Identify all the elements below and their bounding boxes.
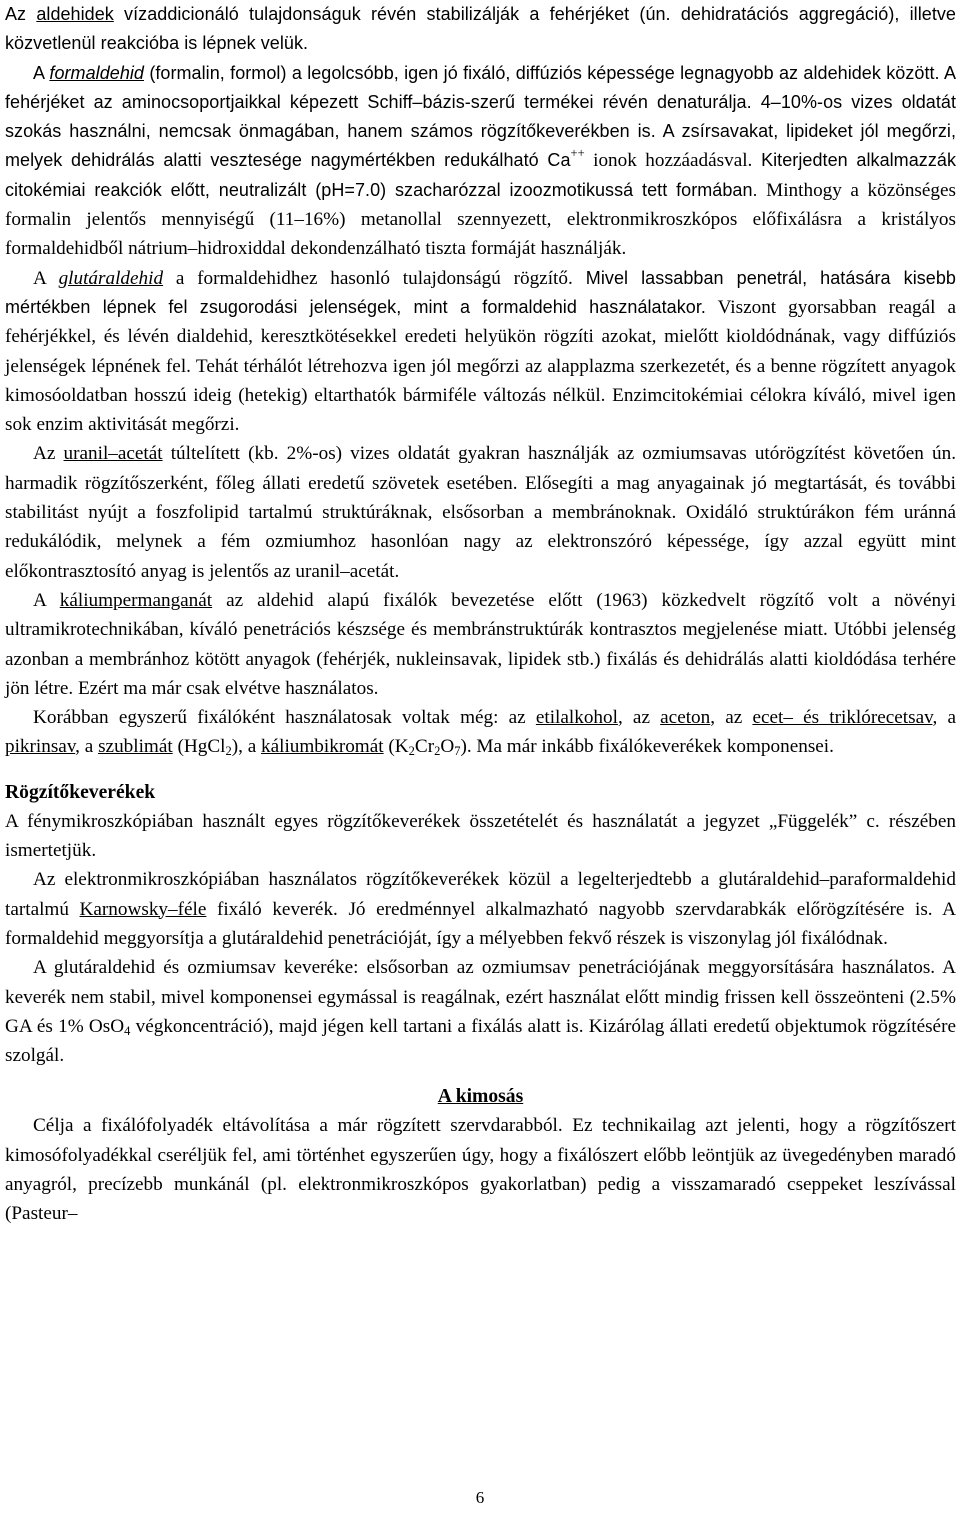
link-uranil-acetat[interactable]: uranil–acetát: [63, 443, 163, 465]
subscript: 2: [408, 744, 415, 759]
link-pikrinsav[interactable]: pikrinsav: [5, 736, 76, 758]
link-ecet-triklorecetsav[interactable]: ecet– és triklórecetsav: [752, 707, 933, 729]
paragraph-uranil-acetat: [5, 439, 956, 585]
text: ionok hozzáadásval.: [584, 150, 753, 172]
paragraph-kaliumpermanganat: [5, 586, 956, 703]
link-kaliumbikromat[interactable]: káliumbikromát: [261, 736, 384, 758]
text: Kiterjedten alkalmazzák citokémiai reakciók előtt, neutralizált (pH=7.0) szacharózzal izoozmotikussá tett formában.: [5, 150, 956, 200]
text: az aldehid alapú fixálók bevezetése előtt (1963) közkedvelt rögzítő volt a növényi ultramikrotechnikában, kíváló penetrációs készsége és membránstruktúrák kontrasztos megjelenése miatt. Utóbbi jelenség azonban a membránhoz kötött anyagok (fehérjék, nukleinsavak, lipidek stb.) fixálás és dehidrálás alatti kioldódása terhére jön létre. Ezért ma már csak elvétve használatos.: [5, 589, 956, 699]
text: (HgCl: [172, 736, 226, 758]
text: A: [33, 267, 59, 289]
text: A: [33, 62, 50, 83]
text: Az: [5, 4, 37, 24]
superscript: ++: [570, 146, 585, 161]
link-kaliumpermanganat[interactable]: káliumpermanganát: [59, 589, 213, 611]
text: A fehérjéket az aminocsoportjaikkal képezett Schiff–bázis-szerű termékei révén denaturálja. 4–10%-os vizes oldatát szokás használni, nemcsak önmagában, hanem számos rögzítőkeverékben is. A zsírsavakat, lipideket jól megőrzi, melyek dehidrálás alatti vesztesége nagymértékben redukálható Ca: [5, 62, 957, 171]
link-aldehidek[interactable]: aldehidek: [36, 4, 114, 24]
subscript: 7: [454, 744, 461, 759]
text: Mivel lassabban penetrál, hatására kisebb mértékben lépnek fel zsugorodási jelenségek, mint a formaldehid használatakor.: [5, 267, 956, 317]
text: Viszont gyorsabban reagál a fehérjékkel, és lévén dialdehid, keresztkötésekkel eredeti helyükön rögzíti azokat, mielőtt kioldódnának, vagy diffúziós jelenségek lépnének fel. Tehát térhálót létrehozva igen jól megőrzi az alapplazma szerkezetét, és a benne rögzített anyagok kimosóoldatban hosszú ideig (hetekig) eltarthatók bármiféle változás nélkül. Enzimcitokémiai célokra kíváló, mivel igen sok enzim aktivitását megőrzi.: [5, 296, 956, 436]
text: A: [33, 589, 60, 611]
page-number: 6: [475, 1488, 485, 1507]
link-szublimat[interactable]: szublimát: [98, 736, 173, 758]
link-aceton[interactable]: aceton: [660, 707, 711, 729]
text: Cr: [414, 736, 435, 758]
section-heading-rogzitokeverekek: Rögzítőkeverékek: [5, 781, 156, 803]
text: A glutáraldehid és ozmiumsav keveréke: elsősorban az ozmiumsav penetrációjának meggyorsítására használatos. A keverék nem stabil, mivel komponensei egymással is reagálnak, ezért használat előtt mindig frissen kell összeönteni (2.5% GA és 1% OsO: [5, 957, 956, 1037]
link-glutaraldehid[interactable]: glutáraldehid: [58, 267, 164, 289]
text: , az: [617, 707, 661, 729]
text: (K: [383, 736, 409, 758]
paragraph-aldehidek: [5, 0, 956, 59]
paragraph-fenymikroszkopia: A fénymikroszkópiában használt egyes rögzítőkeverékek összetételét és használatát a jegyzet „Függelék” c. részében ismertetjük.: [5, 810, 956, 862]
text: Korábban egyszerű fixálóként használatosak voltak még: az: [33, 707, 536, 729]
text: túltelített (kb. 2%-os) vizes oldatát gyakran használják az ozmiumsavas utórögzítést követően ún. harmadik rögzítőszerként, főleg állati eredetű szövetek esetében. Elősegíti a mag anyagainak jó megtartását, és további stabilitást nyújt a foszfolipid tartalmú struktúráknak, elsősorban a membránoknak. Oxidáló struktúrákon fém uránná redukálódik, melynek a fém ozmiumhoz hasonlóan nagy az elektronszóró képessége, így azzal együtt mint előkontrasztosító anyag is jelentős az uranil–acetát.: [5, 443, 957, 582]
paragraph-glutaraldehid: [5, 264, 956, 440]
text: ). Ma már inkább fixálókeverékek komponensei.: [460, 736, 834, 758]
text: fixáló keverék. Jó eredménnyel alkalmazható nagyobb szervdarabkák előrögzítésére is. A formaldehid meggyorsítja a glutáraldehid penetrációját, így a mélyebben fekvő részek is viszonylag jól fixálódnak.: [5, 898, 956, 949]
text: a formaldehidhez hasonló tulajdonságú rögzítő.: [163, 267, 573, 289]
subscript: 4: [124, 1023, 131, 1038]
text: (formalin, formol) a legolcsóbb, igen jó fixáló, diffúziós képessége legnagyobb az aldehidek között.: [144, 62, 940, 83]
text: végkoncentráció), majd jégen kell tartani a fixálás alatt is. Kizárólag állati eredetű objektumok rögzítésére szolgál.: [5, 1015, 956, 1067]
subscript: 2: [225, 744, 232, 759]
paragraph-glutaraldehid-ozmiumsav: [5, 953, 956, 1070]
text: , az: [710, 707, 753, 729]
section-heading-kimosas: A kimosás: [437, 1086, 524, 1108]
link-etilalkohol[interactable]: etilalkohol: [535, 707, 618, 729]
text: Az: [33, 443, 64, 465]
text: O: [440, 736, 455, 758]
link-karnowsky[interactable]: Karnowsky–féle: [79, 898, 207, 920]
text: vízaddicionáló tulajdonságuk révén stabilizálják a fehérjéket (ún. dehidratációs aggregáció), illetve közvetlenül reakcióba is lépnek velük.: [5, 4, 956, 54]
subscript: 2: [434, 744, 441, 759]
paragraph-kimosas: Célja a fixálófolyadék eltávolítása a már rögzített szervdarabból. Ez technikailag azt jelenti, hogy a rögzítőszert kimosófolyadékkal cseréljük fel, ami történhet egyszerűen úgy, hogy a fixálószert előbb leöntjük az üvegedényben maradó anyagról, precízebb munkánál (pl. elektronmikroszkópos gyakorlatban) pedig a visszamaradó cseppeket leszívással (Pasteur–: [5, 1115, 956, 1225]
link-formaldehid[interactable]: formaldehid: [49, 62, 144, 83]
text: ), a: [231, 736, 262, 758]
text: , a: [932, 707, 956, 729]
paragraph-elektronmikroszkopia: [5, 865, 956, 953]
text: Minthogy a közönséges formalin jelentős mennyiségű (11–16%) metanollal szennyezett, elektronmikroszkópos előfixálásra a kristályos formaldehidből nátrium–hidroxiddal dekondenzálható tiszta formáját használják.: [5, 179, 956, 260]
text: , a: [75, 736, 99, 758]
text: Az elektronmikroszkópiában használatos rögzítőkeverékek közül a legelterjedtebb a glutáraldehid–paraformaldehid tartalmú: [5, 869, 956, 920]
paragraph-formaldehid: [5, 59, 956, 264]
paragraph-egyszeru-fixalok: [5, 703, 956, 762]
